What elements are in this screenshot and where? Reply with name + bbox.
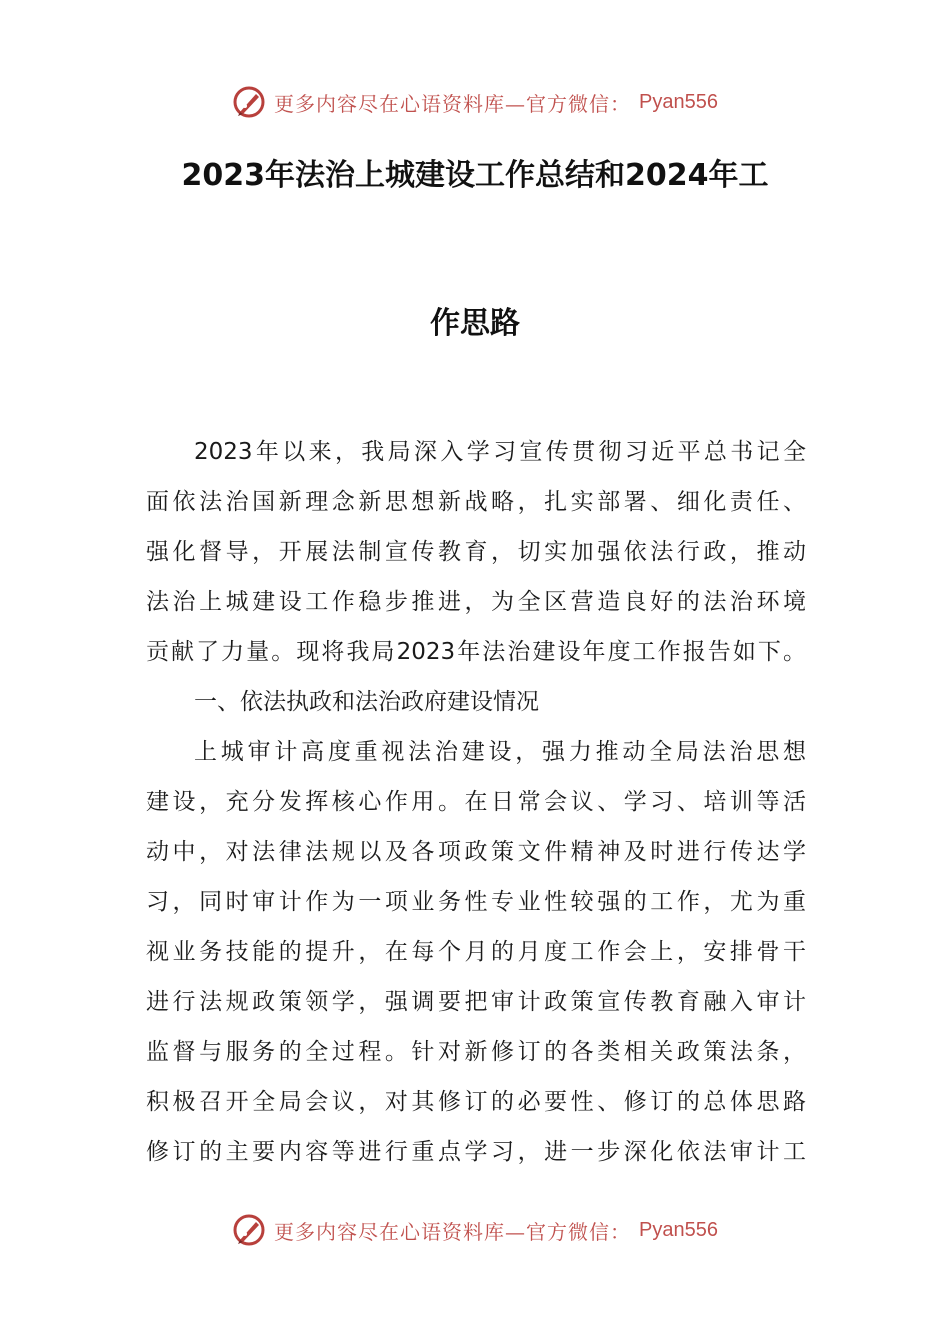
footer-banner	[0, 1210, 950, 1250]
document-title-line-1: 2023年法治上城建设工作总结和2024年工	[181, 158, 769, 193]
text-line: 面依法治国新理念新思想新战略，扎实部署、细化责任、	[146, 489, 806, 515]
text-line: 修订的主要内容等进行重点学习，进一步深化依法审计工	[146, 1139, 806, 1165]
banner-wechat-id: Pyan556	[639, 1218, 718, 1241]
text-line: 进行法规政策领学，强调要把审计政策宣传教育融入审计	[146, 989, 806, 1015]
banner-wechat-id: Pyan556	[639, 90, 718, 113]
text-line: 监督与服务的全过程。针对新修订的各类相关政策法条，	[146, 1039, 806, 1065]
header-banner	[0, 82, 950, 122]
text-line: 视业务技能的提升，在每个月的月度工作会上，安排骨干	[146, 939, 806, 965]
pen-logo-icon	[232, 85, 266, 119]
text-line: 上城审计高度重视法治建设，强力推动全局法治思想	[194, 739, 806, 765]
text-line: 贡献了力量。现将我局2023年法治建设年度工作报告如下。	[146, 639, 806, 665]
text-line: 建设，充分发挥核心作用。在日常会议、学习、培训等活	[146, 789, 806, 815]
document-body	[146, 427, 806, 1177]
banner-text: 更多内容尽在心语资料库—官方微信：	[274, 1219, 632, 1244]
text-line: 法治上城建设工作稳步推进，为全区营造良好的法治环境	[146, 589, 806, 615]
text-line: 积极召开全局会议，对其修订的必要性、修订的总体思路	[146, 1089, 806, 1115]
pen-logo-icon	[232, 1213, 266, 1247]
section-heading: 一、依法执政和法治政府建设情况	[194, 689, 539, 715]
text-line: 2023年以来，我局深入学习宣传贯彻习近平总书记全	[194, 439, 806, 465]
document-title-line-2: 作思路	[430, 306, 520, 341]
text-line: 强化督导，开展法制宣传教育，切实加强依法行政，推动	[146, 539, 806, 565]
text-line: 习，同时审计作为一项业务性专业性较强的工作，尤为重	[146, 889, 806, 915]
text-line: 动中，对法律法规以及各项政策文件精神及时进行传达学	[146, 839, 806, 865]
banner-text: 更多内容尽在心语资料库—官方微信：	[274, 91, 632, 116]
